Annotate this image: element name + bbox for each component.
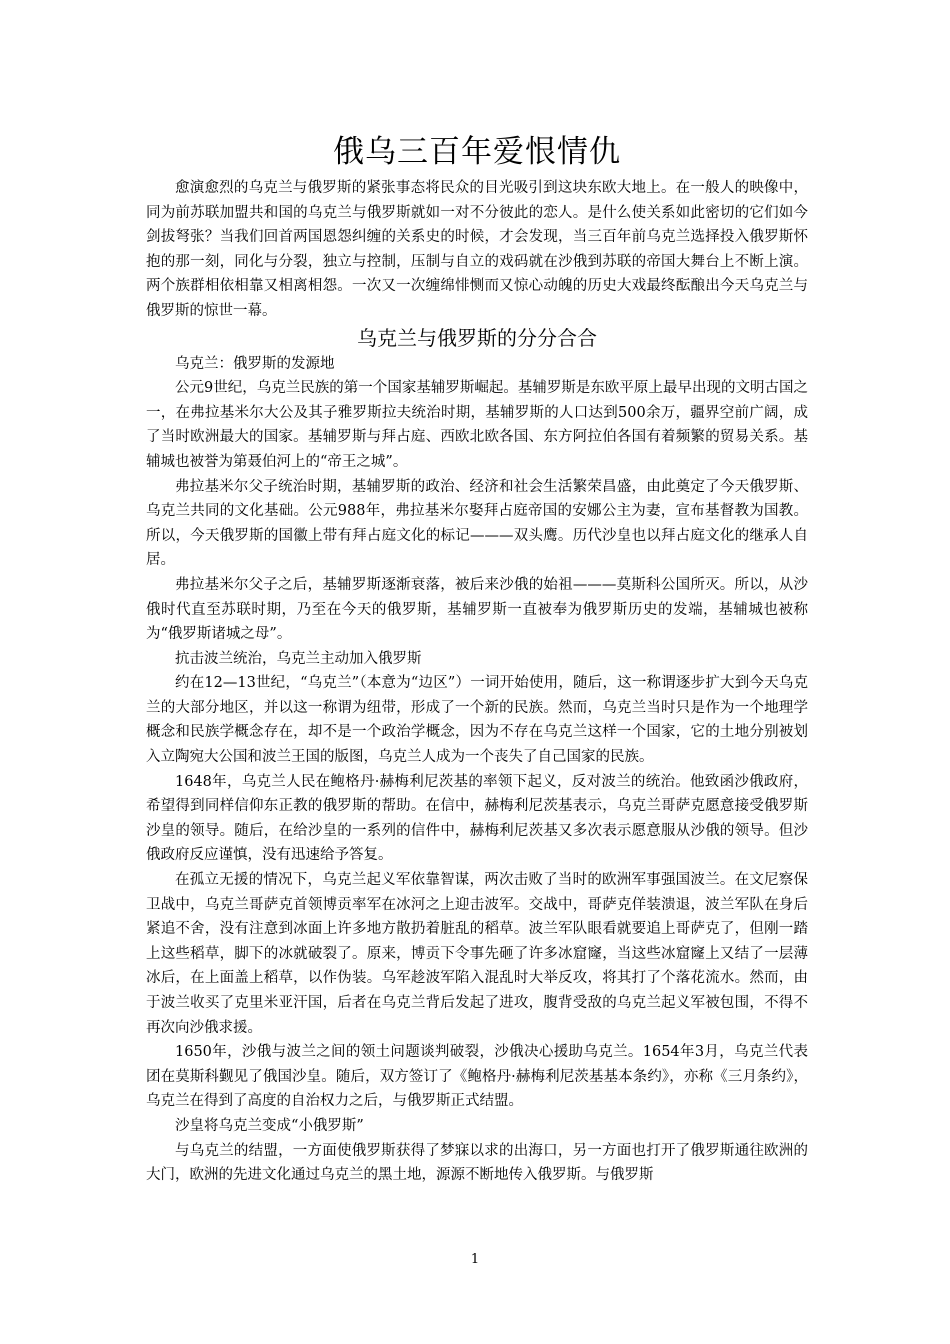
paragraph: 与乌克兰的结盟，一方面使俄罗斯获得了梦寐以求的出海口，另一方面也打开了俄罗斯通往欧洲的大门，欧洲的先进文化通过乌克兰的黑土地，源源不断地传入俄罗斯。与俄罗斯 [146, 1142, 808, 1184]
section-heading-origin: 乌克兰：俄罗斯的发源地 [175, 355, 335, 372]
paragraph: 1650年，沙俄与波兰之间的领土问题谈判破裂，沙俄决心援助乌克兰。1654年3月，乌克兰代表团在莫斯科觐见了俄国沙皇。随后，双方签订了《鲍格丹·赫梅利尼茨基基本条约》，亦称《三月条约》，乌克兰在得到了高度的自治权力之后，与俄罗斯正式结盟。 [146, 1044, 808, 1110]
intro-paragraph: 愈演愈烈的乌克兰与俄罗斯的紧张事态将民众的目光吸引到这块东欧大地上。在一般人的映像中，同为前苏联加盟共和国的乌克兰与俄罗斯就如一对不分彼此的恋人。是什么使关系如此密切的它们如今剑拔弩张？当我们回首两国恩怨纠缠的关系史的时候，才会发现，当三百年前乌克兰选择投入俄罗斯怀抱的那一刻，同化与分裂，独立与控制，压制与自立的戏码就在沙俄到苏联的帝国大舞台上不断上演。两个族群相依相靠又相离相怨。一次又一次缠绵悱恻而又惊心动魄的历史大戏最终酝酿出今天乌克兰与俄罗斯的惊世一幕。 [146, 180, 808, 319]
document-title: 俄乌三百年爱恨情仇 [333, 134, 621, 170]
paragraph: 1648年，乌克兰人民在鲍格丹·赫梅利尼茨基的率领下起义，反对波兰的统治。他致函沙俄政府，希望得到同样信仰东正教的俄罗斯的帮助。在信中，赫梅利尼茨基表示，乌克兰哥萨克愿意接受俄罗斯沙皇的领导。随后，在给沙皇的一系列的信件中，赫梅利尼茨基又多次表示愿意服从沙俄的领导。但沙俄政府反应谨慎，没有迅速给予答复。 [146, 773, 808, 864]
page-number: 1 [470, 1252, 480, 1267]
section-subtitle: 乌克兰与俄罗斯的分分合合 [357, 325, 597, 350]
paragraph: 公元9世纪，乌克兰民族的第一个国家基辅罗斯崛起。基辅罗斯是东欧平原上最早出现的文明古国之一，在弗拉基米尔大公及其子雅罗斯拉夫统治时期，基辅罗斯的人口达到500余万，疆界空前广阔，成了当时欧洲最大的国家。基辅罗斯与拜占庭、西欧北欧各国、东方阿拉伯各国有着频繁的贸易关系。基辅城也被誉为第聂伯河上的“帝王之城”。 [146, 380, 808, 470]
document-body [146, 132, 808, 1188]
paragraph: 弗拉基米尔父子统治时期，基辅罗斯的政治、经济和社会生活繁荣昌盛，由此奠定了今天俄罗斯、乌克兰共同的文化基础。公元988年，弗拉基米尔娶拜占庭帝国的安娜公主为妻，宣布基督教为国教。所以，今天俄罗斯的国徽上带有拜占庭文化的标记———双头鹰。历代沙皇也以拜占庭文化的继承人自居。 [146, 478, 808, 569]
paragraph: 弗拉基米尔父子之后，基辅罗斯逐渐衰落，被后来沙俄的始祖———莫斯科公国所灭。所以，从沙俄时代直至苏联时期，乃至在今天的俄罗斯，基辅罗斯一直被奉为俄罗斯历史的发端，基辅城也被称为“俄罗斯诸城之母”。 [146, 576, 808, 643]
paragraph: 约在12—13世纪，“乌克兰”（本意为“边区”）一词开始使用，随后，这一称谓逐步扩大到今天乌克兰的大部分地区，并以这一称谓为纽带，形成了一个新的民族。然而，乌克兰当时只是作为一个地理学概念和民族学概念存在，却不是一个政治学概念，因为不存在乌克兰这样一个国家，它的土地分别被划入立陶宛大公国和波兰王国的版图，乌克兰人成为一个丧失了自己国家的民族。 [146, 675, 808, 766]
paragraph: 在孤立无援的情况下，乌克兰起义军依靠智谋，两次击败了当时的欧洲军事强国波兰。在文尼察保卫战中，乌克兰哥萨克首领博贡率军在冰河之上迎击波军。交战中，哥萨克佯装溃退，波兰军队在身后紧追不舍，没有注意到冰面上许多地方散扔着脏乱的稻草。波兰军队眼看就要追上哥萨克了，但刚一踏上这些稻草，脚下的冰就破裂了。原来，博贡下令事先砸了许多冰窟窿，当这些冰窟窿上又结了一层薄冰后，在上面盖上稻草，以作伪装。乌军趁波军陷入混乱时大举反攻，将其打了个落花流水。然而，由于波兰收买了克里米亚汗国，后者在乌克兰背后发起了进攻，腹背受敌的乌克兰起义军被包围，不得不再次向沙俄求援。 [146, 872, 808, 1036]
section-heading-little-russia: 沙皇将乌克兰变成“小俄罗斯” [175, 1117, 364, 1134]
section-heading-poland: 抗击波兰统治，乌克兰主动加入俄罗斯 [175, 650, 422, 667]
